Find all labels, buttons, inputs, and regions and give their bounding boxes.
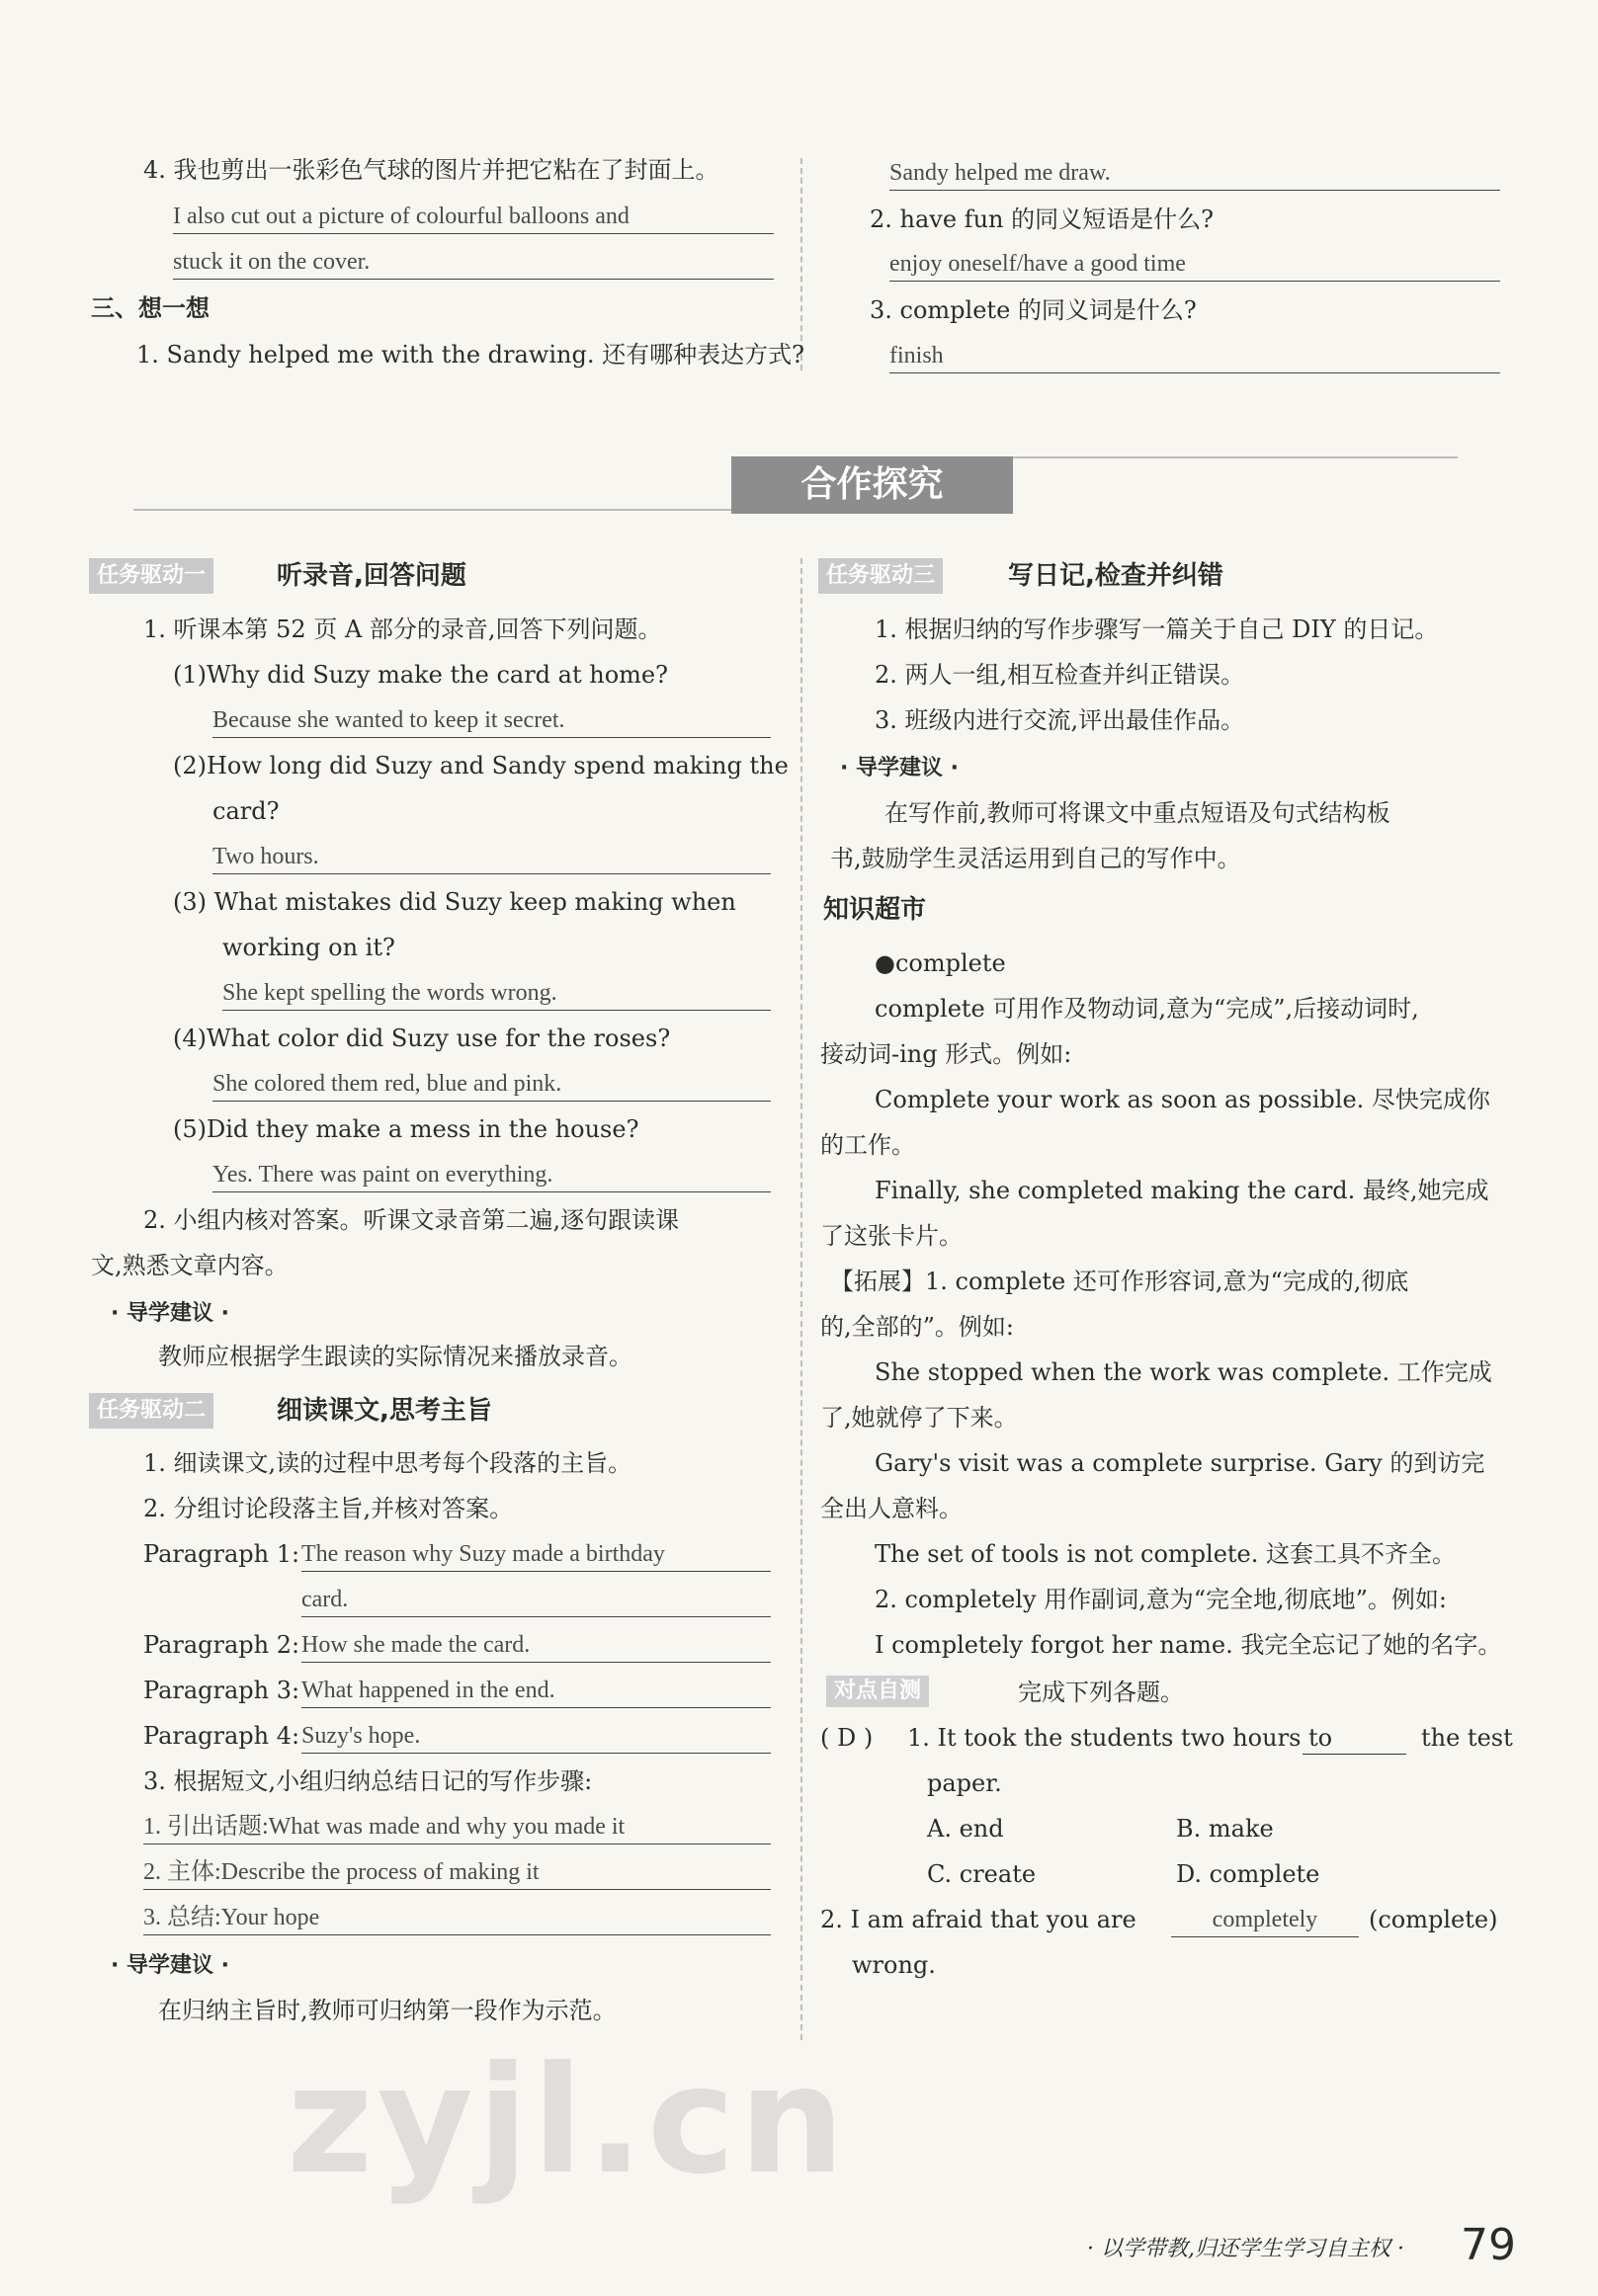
banner-rule-left (133, 509, 731, 511)
task3-title: 写日记,检查并纠错 (1008, 561, 1223, 591)
option-a: A. end (927, 1815, 1004, 1843)
task3-tag: 任务驱动三 (818, 558, 943, 594)
task1-a4: She colored them red, blue and pink. (212, 1067, 771, 1102)
p2-label: Paragraph 2: (143, 1631, 300, 1659)
task3-step2: 2. 两人一组,相互检查并纠正错误。 (875, 661, 1245, 689)
option-b: B. make (1176, 1815, 1274, 1843)
task3-step3: 3. 班级内进行交流,评出最佳作品。 (875, 706, 1245, 734)
task2-step3: 3. 根据短文,小组归纳总结日记的写作步骤: (143, 1767, 593, 1795)
p3-answer: What happened in the end. (301, 1674, 771, 1708)
knowledge-line9: She stopped when the work was complete. 工作完成 (875, 1358, 1492, 1386)
knowledge-word: ●complete (875, 949, 1006, 977)
p2-answer: How she made the card. (301, 1628, 771, 1663)
p1-answer-line2: card. (301, 1583, 771, 1617)
q1-answer-bracket: ( D ) (820, 1724, 874, 1752)
p1-answer-line1: The reason why Suzy made a birthday (301, 1537, 771, 1572)
knowledge-line7: 【拓展】1. complete 还可作形容词,意为“完成的,彻底 (830, 1268, 1409, 1295)
knowledge-line5: Finally, she completed making the card. 最终,她完成 (875, 1177, 1489, 1204)
selftest-title: 对点自测 (826, 1676, 929, 1707)
task1-title: 听录音,回答问题 (277, 561, 466, 591)
q2-hint: (complete) (1369, 1906, 1498, 1933)
task3-tip-line2: 书,鼓励学生灵活运用到自己的写作中。 (830, 845, 1241, 872)
knowledge-line6: 了这张卡片。 (820, 1222, 963, 1250)
watermark: zyjl.cn (287, 2035, 849, 2207)
task1-tip-label: · 导学建议 · (111, 1301, 230, 1326)
task1-intro: 1. 听课本第 52 页 A 部分的录音,回答下列问题。 (143, 615, 662, 643)
task3-tip-line1: 在写作前,教师可将课文中重点短语及句式结构板 (884, 799, 1390, 827)
option-d: D. complete (1176, 1860, 1320, 1888)
knowledge-line8: 的,全部的”。例如: (820, 1313, 1014, 1341)
knowledge-line11: Gary's visit was a complete surprise. Gary 的到访完 (875, 1449, 1485, 1477)
q4-answer-line1: I also cut out a picture of colourful balloons and (173, 200, 774, 234)
task3-step1: 1. 根据归纳的写作步骤写一篇关于自己 DIY 的日记。 (875, 615, 1439, 643)
task1-tip-text: 教师应根据学生跟读的实际情况来播放录音。 (158, 1343, 632, 1370)
q4-answer-line2: stuck it on the cover. (173, 245, 774, 280)
task1-step2-line2: 文,熟悉文章内容。 (91, 1252, 289, 1279)
task1-q3-line2: working on it? (222, 934, 395, 961)
task1-q3-line1: (3) What mistakes did Suzy keep making when (173, 888, 736, 916)
q2-answer: completely (1171, 1903, 1359, 1937)
knowledge-line10: 了,她就停了下来。 (820, 1404, 1018, 1432)
s3-question3: 3. complete 的同义词是什么? (870, 296, 1197, 324)
q2-text: 2. I am afraid that you are (820, 1906, 1136, 1933)
knowledge-line12: 全出人意料。 (820, 1495, 963, 1522)
footer-motto: · 以学带教,归还学生学习自主权 · (1087, 2237, 1404, 2261)
task1-tag: 任务驱动一 (89, 558, 213, 594)
s3-answer2: enjoy oneself/have a good time (889, 247, 1500, 282)
p4-label: Paragraph 4: (143, 1722, 300, 1750)
knowledge-line1: complete 可用作及物动词,意为“完成”,后接动词时, (875, 995, 1419, 1023)
knowledge-line15: I completely forgot her name. 我完全忘记了她的名字。 (875, 1631, 1502, 1659)
section3-title: 三、想一想 (91, 294, 210, 322)
task1-a2: Two hours. (212, 840, 771, 874)
p4-answer: Suzy's hope. (301, 1719, 771, 1754)
s3-answer3: finish (889, 339, 1500, 373)
writing-step1: 1. 引出话题:What was made and why you made it (143, 1810, 771, 1845)
q1-line2: paper. (927, 1769, 1002, 1797)
q4-prompt: 4. 我也剪出一张彩色气球的图片并把它粘在了封面上。 (143, 156, 719, 184)
task1-q2-line2: card? (212, 797, 280, 825)
knowledge-line4: 的工作。 (820, 1131, 915, 1159)
option-c: C. create (927, 1860, 1037, 1888)
selftest-instruction: 完成下列各题。 (1018, 1679, 1184, 1706)
writing-step3: 3. 总结:Your hope (143, 1901, 771, 1935)
task2-title: 细读课文,思考主旨 (277, 1396, 492, 1426)
task1-q1: (1)Why did Suzy make the card at home? (173, 661, 668, 689)
task2-step1: 1. 细读课文,读的过程中思考每个段落的主旨。 (143, 1449, 632, 1477)
task1-a1: Because she wanted to keep it secret. (212, 703, 771, 738)
writing-step2: 2. 主体:Describe the process of making it (143, 1855, 771, 1890)
task1-a5: Yes. There was paint on everything. (212, 1158, 771, 1192)
section-banner: 合作探究 (731, 456, 1013, 514)
knowledge-line2: 接动词-ing 形式。例如: (820, 1040, 1072, 1068)
s3-question2: 2. have fun 的同义短语是什么? (870, 205, 1214, 233)
task1-q2-line1: (2)How long did Suzy and Sandy spend making the (173, 752, 789, 779)
q2-line2: wrong. (852, 1951, 936, 1979)
s3-answer1: Sandy helped me draw. (889, 156, 1500, 191)
page-number: 79 (1461, 2220, 1516, 2270)
p3-label: Paragraph 3: (143, 1677, 300, 1704)
task2-step2: 2. 分组讨论段落主旨,并核对答案。 (143, 1495, 514, 1522)
s3-question1: 1. Sandy helped me with the drawing. 还有哪种表达方式? (136, 341, 804, 369)
knowledge-line13: The set of tools is not complete. 这套工具不齐全。 (875, 1540, 1457, 1568)
p1-label: Paragraph 1: (143, 1540, 300, 1568)
task1-q4: (4)What color did Suzy use for the roses? (173, 1025, 671, 1052)
knowledge-line14: 2. completely 用作副词,意为“完全地,彻底地”。例如: (875, 1586, 1448, 1613)
task2-tip-label: · 导学建议 · (111, 1953, 230, 1978)
knowledge-title: 知识超市 (823, 895, 927, 925)
task1-a3: She kept spelling the words wrong. (222, 976, 771, 1011)
task1-step2-line1: 2. 小组内核对答案。听课文录音第二遍,逐句跟读课 (143, 1206, 680, 1234)
q1-text: 1. It took the students two hours to (907, 1724, 1333, 1752)
task3-tip-label: · 导学建议 · (840, 756, 960, 780)
task2-tip-text: 在归纳主旨时,教师可归纳第一段作为示范。 (158, 1997, 617, 2024)
banner-rule-right (1013, 456, 1458, 458)
knowledge-line3: Complete your work as soon as possible. 尽快完成你 (875, 1086, 1490, 1113)
q1-tail: the test (1421, 1724, 1513, 1752)
q1-blank (1303, 1721, 1406, 1755)
task2-tag: 任务驱动二 (89, 1393, 213, 1429)
main-column-separator (800, 558, 802, 2040)
task1-q5: (5)Did they make a mess in the house? (173, 1115, 639, 1143)
